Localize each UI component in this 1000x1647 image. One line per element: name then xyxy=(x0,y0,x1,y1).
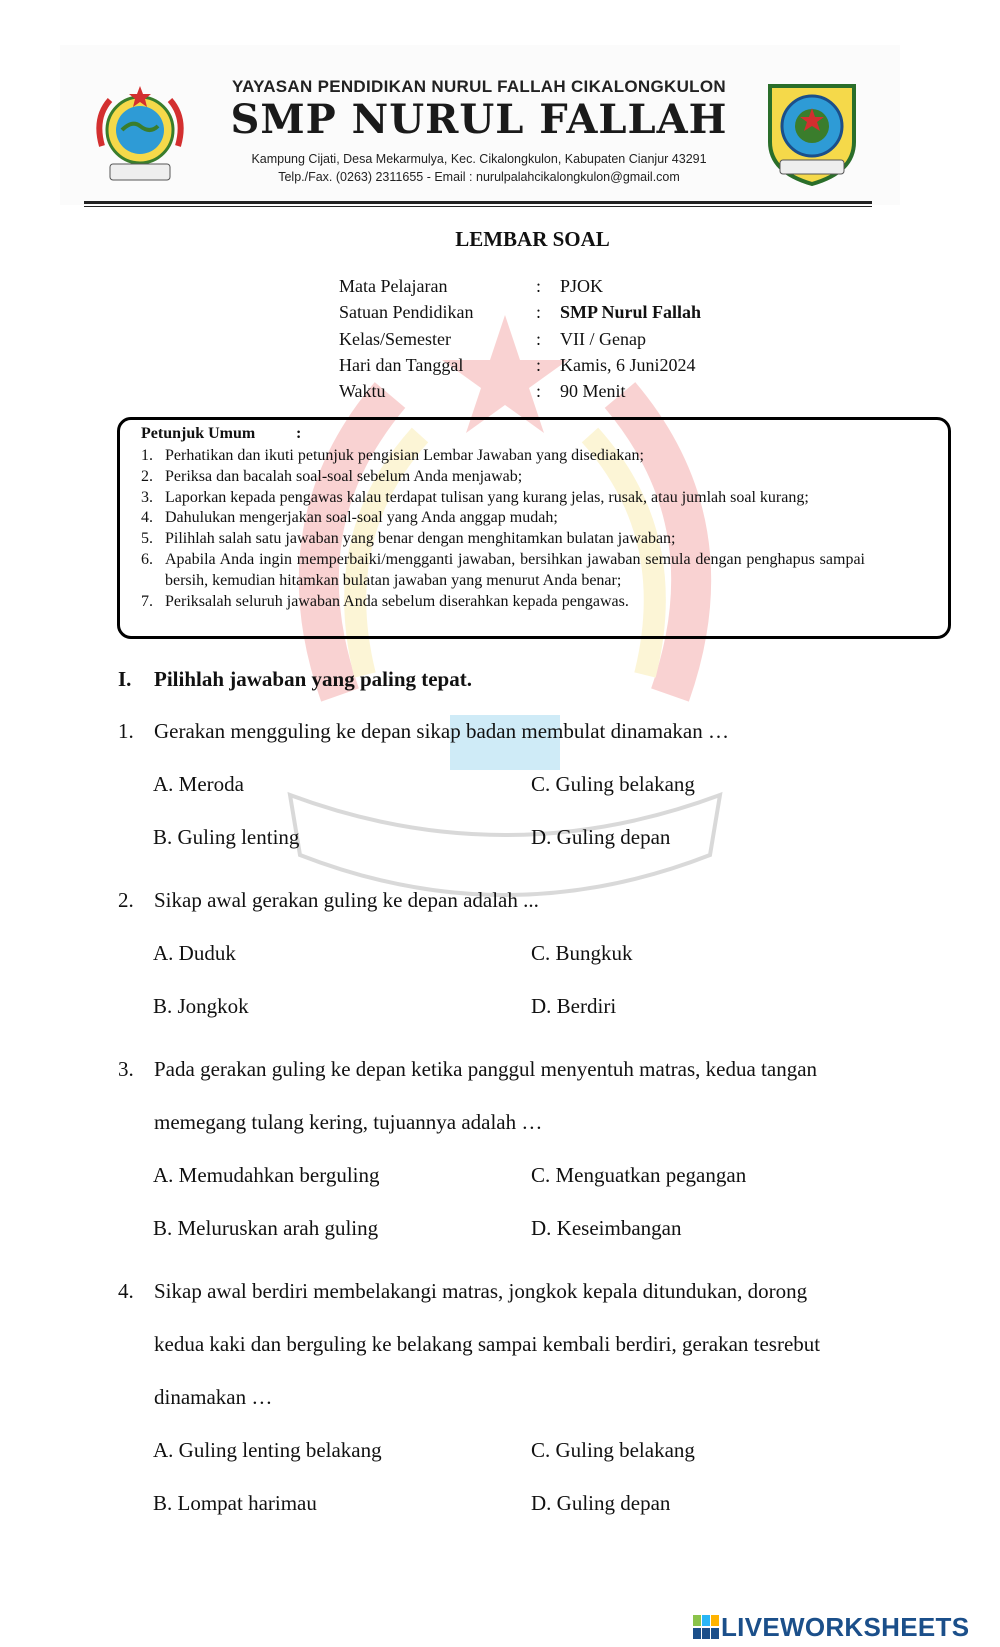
school-address: Kampung Cijati, Desa Mekarmulya, Kec. Cikalongkulon, Kabupaten Cianjur 43291 xyxy=(251,152,707,166)
instruction-item xyxy=(141,529,865,550)
info-row xyxy=(339,276,839,302)
question-text: memegang tulang kering, tujuannya adalah … xyxy=(154,1110,543,1134)
option-c[interactable]: C. Menguatkan pegangan xyxy=(531,1163,747,1187)
option-b[interactable]: B. Lompat harimau xyxy=(153,1491,317,1515)
instruction-item xyxy=(141,550,865,592)
exam-info xyxy=(339,276,839,407)
header-divider xyxy=(84,201,872,204)
option-b[interactable]: B. Meluruskan arah guling xyxy=(153,1216,379,1240)
liveworksheets-text: LIVEWORKSHEETS xyxy=(721,1612,970,1642)
info-row xyxy=(339,381,839,407)
option-b[interactable]: B. Guling lenting xyxy=(153,825,300,849)
section-text: Pilihlah jawaban yang paling tepat. xyxy=(154,667,472,691)
question-text: kedua kaki dan berguling ke belakang sampai kembali berdiri, gerakan tesrebut xyxy=(154,1332,821,1356)
info-row xyxy=(339,302,839,328)
instruction-item xyxy=(141,508,865,529)
instruction-item xyxy=(141,592,865,613)
instruction-item xyxy=(141,488,865,509)
question-number: 4. xyxy=(118,1279,134,1303)
question-number: 3. xyxy=(118,1057,134,1081)
question-number: 1. xyxy=(118,719,134,743)
question-number: 2. xyxy=(118,888,134,912)
school-contact: Telp./Fax. (0263) 2311655 - Email : nurulpalahcikalongkulon@gmail.com xyxy=(278,170,680,184)
question-text: dinamakan … xyxy=(154,1385,273,1409)
option-a[interactable]: A. Duduk xyxy=(153,941,236,965)
option-a[interactable]: A. Guling lenting belakang xyxy=(153,1438,382,1462)
question-text: Sikap awal gerakan guling ke depan adalah ... xyxy=(154,888,539,912)
instruction-number: 5. xyxy=(141,530,153,548)
header-divider-thin xyxy=(84,206,872,207)
instruction-item xyxy=(141,467,865,488)
info-value: PJOK xyxy=(560,276,604,296)
info-value: SMP Nurul Fallah xyxy=(560,302,702,323)
info-colon: : xyxy=(536,328,542,349)
info-value: 90 Menit xyxy=(560,381,626,402)
section-number: I. xyxy=(118,667,132,691)
question-text: Pada gerakan guling ke depan ketika panggul menyentuh matras, kedua tangan xyxy=(154,1057,818,1081)
info-label: Waktu xyxy=(339,381,386,402)
instruction-number: 6. xyxy=(141,550,153,568)
info-colon: : xyxy=(536,276,542,296)
question-text: Sikap awal berdiri membelakangi matras, jongkok kepala ditundukan, dorong xyxy=(154,1279,808,1303)
foundation-name: YAYASAN PENDIDIKAN NURUL FALLAH CIKALONGKULON xyxy=(232,77,726,96)
option-b[interactable]: B. Jongkok xyxy=(153,994,249,1018)
instructions-title: Petunjuk Umum xyxy=(141,425,256,442)
info-colon: : xyxy=(536,381,542,402)
instruction-number: 4. xyxy=(141,509,153,527)
instruction-text: Apabila Anda ingin memperbaiki/mengganti jawaban, bersihkan jawaban semula dengan penghapus sampai bersih, kemudian hitamkan bulatan jawaban yang menurut Anda benar; xyxy=(165,550,865,589)
page-title: LEMBAR SOAL xyxy=(455,227,610,251)
instructions-colon: : xyxy=(296,425,302,442)
instructions-list xyxy=(141,446,865,612)
info-colon: : xyxy=(536,302,542,323)
info-value: VII / Genap xyxy=(560,328,646,349)
info-row xyxy=(339,355,839,381)
option-c[interactable]: C. Guling belakang xyxy=(531,1438,695,1462)
option-a[interactable]: A. Meroda xyxy=(153,772,244,796)
instruction-number: 7. xyxy=(141,592,153,610)
info-label: Hari dan Tanggal xyxy=(339,354,464,375)
instruction-text: Dahulukan mengerjakan soal-soal yang Anda anggap mudah; xyxy=(165,509,558,527)
instruction-text: Periksa dan bacalah soal-soal sebelum Anda menjawab; xyxy=(165,467,523,485)
option-d[interactable]: D. Keseimbangan xyxy=(531,1216,682,1240)
liveworksheets-icon xyxy=(693,1615,719,1639)
option-c[interactable]: C. Bungkuk xyxy=(531,941,633,965)
instruction-item xyxy=(141,446,865,467)
instruction-text: Pilihlah salah satu jawaban yang benar dengan menghitamkan bulatan jawaban; xyxy=(165,530,676,548)
instruction-text: Laporkan kepada pengawas kalau terdapat tulisan yang kurang jelas, rusak, atau jumlah soal kurang; xyxy=(165,488,809,506)
question-text: Gerakan mengguling ke depan sikap badan membulat dinamakan … xyxy=(154,719,729,743)
option-a[interactable]: A. Memudahkan berguling xyxy=(153,1163,380,1187)
info-label: Kelas/Semester xyxy=(339,328,451,349)
info-value: Kamis, 6 Juni2024 xyxy=(560,354,696,375)
info-colon: : xyxy=(536,354,542,375)
option-d[interactable]: D. Guling depan xyxy=(531,1491,671,1515)
instruction-number: 1. xyxy=(141,447,153,464)
option-d[interactable]: D. Berdiri xyxy=(531,994,617,1018)
foundation-logo xyxy=(92,78,188,190)
info-label: Satuan Pendidikan xyxy=(339,302,474,323)
option-c[interactable]: C. Guling belakang xyxy=(531,772,695,796)
school-name: SMP NURUL FALLAH xyxy=(230,96,728,143)
info-row xyxy=(339,329,839,355)
instruction-number: 2. xyxy=(141,467,153,485)
option-d[interactable]: D. Guling depan xyxy=(531,825,671,849)
info-label: Mata Pelajaran xyxy=(339,276,448,296)
instruction-text: Periksalah seluruh jawaban Anda sebelum diserahkan kepada pengawas. xyxy=(165,592,629,610)
school-logo xyxy=(764,80,860,186)
instruction-number: 3. xyxy=(141,488,153,506)
instruction-text: Perhatikan dan ikuti petunjuk pengisian Lembar Jawaban yang disediakan; xyxy=(165,447,644,464)
